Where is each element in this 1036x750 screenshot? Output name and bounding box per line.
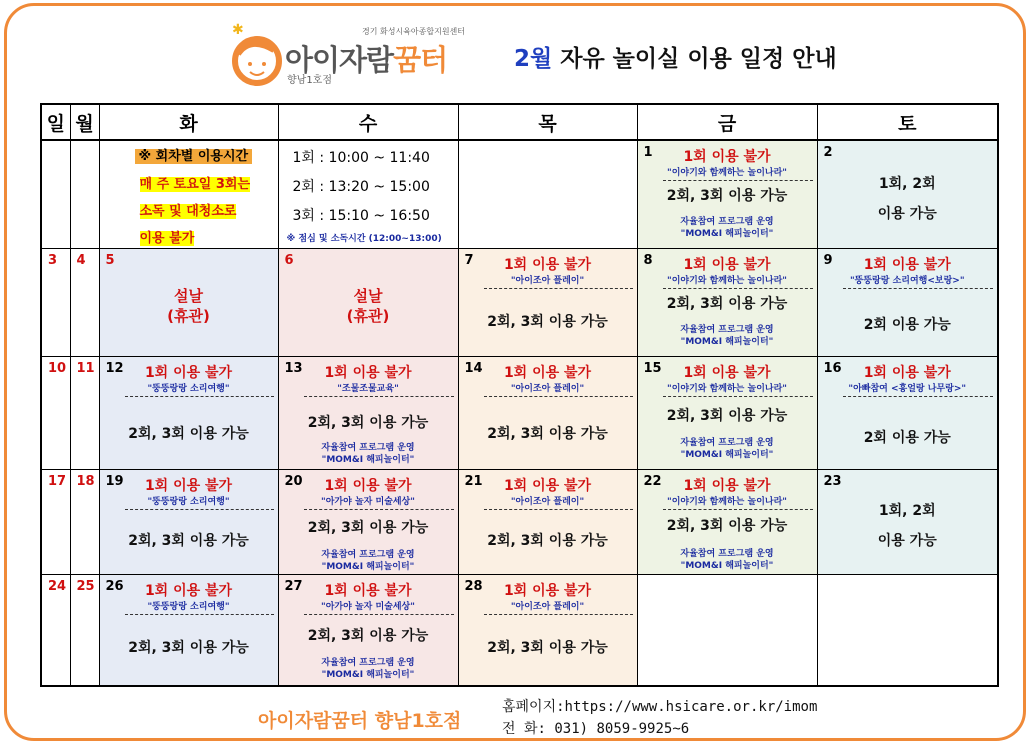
mom-program: "MOM&I 해피놀이터" [680,229,774,239]
divider [484,509,633,510]
program-name: "뚱뚱랑랑 소리여행" [147,384,230,394]
divider [125,509,274,510]
available-label: 2회, 3회 이용 가능 [666,408,788,424]
notice-line-2: 매 주 토요일 3회는 [139,177,251,192]
day-cell [637,140,817,249]
unavailable-label: 1회 이용 불가 [144,583,233,599]
day-number: 14 [464,361,483,376]
day-cell-empty [817,575,998,687]
logo-branch: 향남1호점 [287,75,333,86]
available-label: 2회, 3회 이용 가능 [487,533,608,549]
holiday-name: 설날 [353,287,383,305]
day-number: 24 [48,579,67,594]
available-label: 2회, 3회 이용 가능 [307,415,429,431]
day-cell [458,357,637,470]
day-number: 20 [284,474,303,489]
day-number: 26 [105,579,124,594]
time-slot-3: 3회 : 15:10 ~ 16:50 [292,208,430,224]
program-name: "뚱뚱랑랑 소리여행" [147,497,230,507]
unavailable-label: 1회 이용 불가 [683,365,771,381]
program-name: "이야기와 함께하는 놀이나라" [667,276,787,286]
program-name: "이야기와 함께하는 놀이나라" [667,384,787,394]
day-cell [278,249,458,357]
week-row-4 [41,470,998,575]
day-cell [99,249,278,357]
unavailable-label: 1회 이용 불가 [503,478,592,494]
day-cell [817,249,998,357]
weekday-fri: 금 [637,104,817,140]
mom-program: "MOM&I 해피놀이터" [680,561,774,571]
day-number: 12 [105,361,124,376]
day-number: 19 [105,474,124,489]
day-number: 28 [464,579,483,594]
holiday-closed: (휴관) [346,307,390,325]
day-cell-empty [637,575,817,687]
unavailable-label: 1회 이용 불가 [683,257,771,273]
day-number: 5 [105,253,115,268]
available-label: 2회, 3회 이용 가능 [128,533,249,549]
day-number: 16 [823,361,842,376]
day-number: 1 [643,145,653,160]
footer-center-name: 아이자람꿈터 향남1호점 [258,710,462,732]
available-label: 이용 가능 [877,533,937,549]
holiday-label [279,286,458,326]
available-label: 2회, 3회 이용 가능 [666,518,788,534]
day-number: 23 [823,474,842,489]
divider [663,509,813,510]
day-cell [278,357,458,470]
available-label: 2회, 3회 이용 가능 [666,188,788,204]
available-label: 이용 가능 [877,206,937,222]
day-cell-empty [41,140,70,249]
day-cell [278,470,458,575]
day-number: 17 [48,474,67,489]
day-cell [41,470,70,575]
unavailable-label: 1회 이용 불가 [503,583,592,599]
day-cell [817,357,998,470]
unavailable-label: 1회 이용 불가 [863,257,951,273]
day-number: 11 [76,361,95,376]
week-row-2 [41,249,998,357]
parent-program: 자율참여 프로그램 운영 [680,549,774,559]
day-cell [99,575,278,687]
day-number: 7 [464,253,474,268]
unavailable-label: 1회 이용 불가 [683,478,771,494]
available-label: 2회 이용 가능 [863,317,951,333]
footer-contact [502,696,817,740]
unavailable-label: 1회 이용 불가 [503,257,592,273]
day-cell-empty [70,140,99,249]
available-label: 2회, 3회 이용 가능 [128,640,249,656]
divider [663,396,813,397]
unavailable-label: 1회 이용 불가 [503,365,592,381]
program-name: "이야기와 함께하는 놀이나라" [667,168,787,178]
notice-cell [99,140,278,249]
day-cell [637,249,817,357]
program-name: "뚱뚱랑랑 소리여행<보랑>" [849,276,965,286]
notice-line-4: 이용 불가 [139,231,195,246]
day-cell [70,575,99,687]
parent-program: 자율참여 프로그램 운영 [321,550,415,560]
program-name: "아가야 놀자 미술세상" [321,497,415,507]
day-number: 22 [643,474,662,489]
available-label: 2회, 3회 이용 가능 [307,520,429,536]
available-sessions: 1회, 2회 [878,176,936,192]
parent-program: 자율참여 프로그램 운영 [321,443,415,453]
day-cell [817,140,998,249]
parent-program: 자율참여 프로그램 운영 [680,217,774,227]
day-number: 18 [76,474,95,489]
available-label: 2회, 3회 이용 가능 [487,640,608,656]
parent-program: 자율참여 프로그램 운영 [321,658,415,668]
program-name: "아이조아 플레이" [510,384,585,394]
day-cell [70,357,99,470]
available-label: 2회, 3회 이용 가능 [307,628,429,644]
day-number: 4 [76,253,86,268]
divider [125,396,274,397]
program-name: "조물조물교육" [337,384,399,394]
divider [304,396,454,397]
day-cell [41,249,70,357]
divider [484,288,633,289]
title-rest: 자유 놀이실 이용 일정 안내 [552,46,837,72]
day-cell [458,249,637,357]
parent-program: 자율참여 프로그램 운영 [680,325,774,335]
weekday-tue: 화 [99,104,278,140]
homepage-link[interactable]: 홈페이지:https://www.hsicare.or.kr/imom [502,699,818,715]
program-name: "아이조아 플레이" [510,602,585,612]
day-number: 10 [48,361,67,376]
day-number: 3 [48,253,58,268]
program-name: "아가야 놀자 미술세상" [321,602,415,612]
weekday-mon: 월 [70,104,99,140]
day-number: 27 [284,579,303,594]
divider [125,614,274,615]
mom-program: "MOM&I 해피놀이터" [680,337,774,347]
day-number: 2 [823,145,833,160]
divider [484,396,633,397]
svg-text:✱: ✱ [232,22,244,38]
mom-program: "MOM&I 해피놀이터" [321,670,415,680]
notice-line-3: 소독 및 대청소로 [139,204,237,219]
available-label: 2회, 3회 이용 가능 [128,426,249,442]
day-number: 8 [643,253,653,268]
weekday-sun: 일 [41,104,70,140]
mom-program: "MOM&I 해피놀이터" [321,562,415,572]
mom-program: "MOM&I 해피놀이터" [680,450,774,460]
phone-number: 전 화: 031) 8059-9925~6 [502,721,690,737]
divider [484,614,633,615]
page-title [514,40,837,73]
day-number: 13 [284,361,303,376]
program-name: "뚱뚱랑랑 소리여행" [147,602,230,612]
week-row-5 [41,575,998,687]
logo-name-b: 꿈터 [393,43,448,77]
time-slot-1: 1회 : 10:00 ~ 11:40 [292,150,430,166]
program-name: "아이조아 플레이" [510,276,585,286]
divider [663,288,813,289]
program-name: "아빠참여 <흥얼랑 나무랑>" [848,384,967,394]
times-cell [278,140,458,249]
day-cell [637,357,817,470]
holiday-closed: (휴관) [167,307,210,325]
program-name: "이야기와 함께하는 놀이나라" [667,497,787,507]
logo-name-a: 아이자람 [285,43,394,77]
weekday-thu: 목 [458,104,637,140]
divider [843,288,994,289]
day-number: 6 [284,253,294,268]
day-cell [99,470,278,575]
divider [304,509,454,510]
unavailable-label: 1회 이용 불가 [683,149,771,165]
available-label: 2회 이용 가능 [863,430,951,446]
unavailable-label: 1회 이용 불가 [324,478,412,494]
day-number: 15 [643,361,662,376]
weekday-header-row [41,104,998,140]
logo-center-name: 경기 화성시육아종합지원센터 [362,27,466,36]
day-cell [41,357,70,470]
weekday-wed: 수 [278,104,458,140]
day-cell [458,575,637,687]
day-cell [278,575,458,687]
divider [663,180,813,181]
day-cell [99,357,278,470]
weekday-sat: 토 [817,104,998,140]
available-label: 2회, 3회 이용 가능 [666,296,788,312]
notice-line-1: ※ 회차별 이용시간 [135,149,253,164]
available-sessions: 1회, 2회 [878,503,936,519]
week-row-3 [41,357,998,470]
holiday-label [100,286,278,326]
day-number: 21 [464,474,483,489]
week-row-1 [41,140,998,249]
day-cell [458,470,637,575]
unavailable-label: 1회 이용 불가 [324,365,412,381]
unavailable-label: 1회 이용 불가 [324,583,412,599]
day-cell [41,575,70,687]
unavailable-label: 1회 이용 불가 [863,365,951,381]
program-name: "아이조아 플레이" [510,497,585,507]
day-cell [70,470,99,575]
day-number: 25 [76,579,95,594]
title-month: 2월 [514,46,553,72]
mom-program: "MOM&I 해피놀이터" [321,455,415,465]
lunch-note: ※ 점심 및 소독시간 (12:00~13:00) [286,234,442,244]
holiday-name: 설날 [174,287,203,305]
day-cell-empty [458,140,637,249]
day-cell [817,470,998,575]
calendar-table [40,103,999,687]
time-slot-2: 2회 : 13:20 ~ 15:00 [292,179,430,195]
available-label: 2회, 3회 이용 가능 [487,426,608,442]
divider [843,396,994,397]
unavailable-label: 1회 이용 불가 [144,478,233,494]
available-label: 2회, 3회 이용 가능 [487,314,608,330]
parent-program: 자율참여 프로그램 운영 [680,438,774,448]
day-cell [637,470,817,575]
unavailable-label: 1회 이용 불가 [144,365,233,381]
day-number: 9 [823,253,833,268]
day-cell [70,249,99,357]
divider [304,614,454,615]
